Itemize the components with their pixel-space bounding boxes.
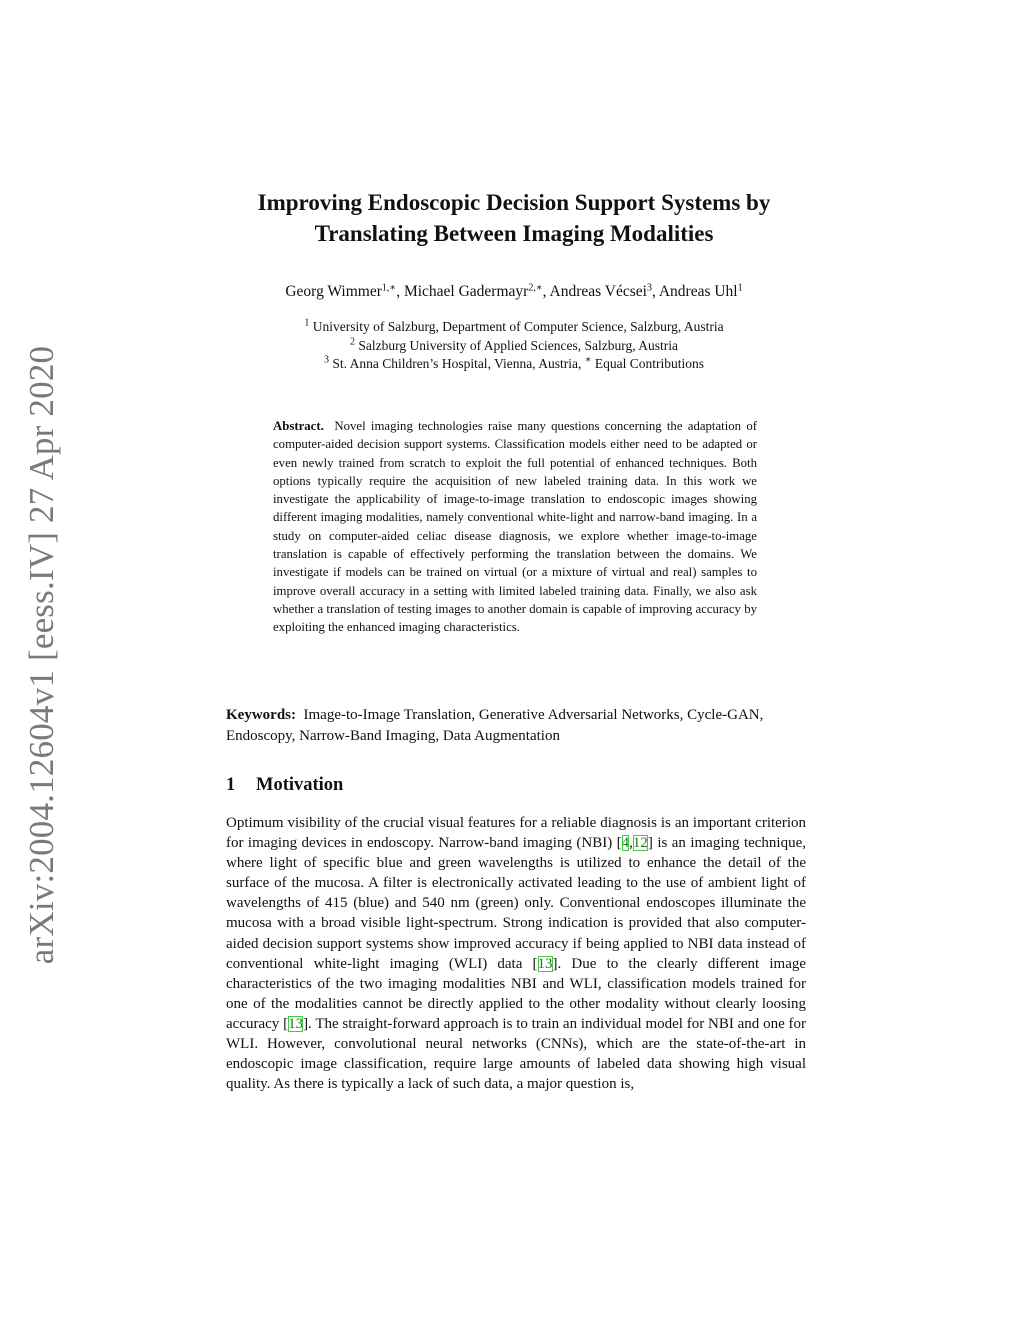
affiliation-number: 2 xyxy=(349,336,355,347)
arxiv-identifier xyxy=(20,345,64,965)
citation-separator: , xyxy=(629,835,633,852)
paper-title xyxy=(212,187,816,249)
affiliation-line xyxy=(212,337,816,356)
author-affiliation-mark: 3 xyxy=(646,282,652,294)
title-line-2: Translating Between Imaging Modalities xyxy=(314,221,714,246)
author-list: Georg Wimmer$^{1,∗}$, Michael Gadermayr$^{2,∗}$, Andreas Vécsei$^3$, Andreas Uhl$^1$ xyxy=(285,282,743,300)
affiliation-line xyxy=(212,318,816,337)
keywords-label: Keywords: xyxy=(226,707,296,723)
body-text-segment: ]. Due to the clearly different image characteristics of the two imaging modalities NBI and WLI, classification models trained for one of the modalities cannot be directly applied to the other modality without clearly loosing accuracy [ xyxy=(226,955,807,1032)
abstract-text: Novel imaging technologies raise many questions concerning the adaptation of computer-aided decision support systems. Classification models either need to be adapted or even newly trained from scratch to exploit the full potential of enhanced techniques. Both options typically require the acquisition of new labeled training data. In this work we investigate the applicability of image-to-image translation to endoscopic images showing different imaging modalities, namely conventional white-light and narrow-band imaging. In a study on computer-aided celiac disease diagnosis, we explore whether image-to-image translation is capable of effectively performing the translation between the domains. We investigate if models can be trained on virtual (or a mixture of virtual and real) samples to improve overall accuracy in a setting with limited labeled training data. Finally, we also ask whether a translation of testing images to another domain is capable of improving accuracy by exploiting the enhanced imaging characteristics. xyxy=(273,419,757,635)
equal-contribution-mark: ∗ xyxy=(584,354,592,366)
affiliation-text: University of Salzburg, Department of Computer Science, Salzburg, Austria xyxy=(312,319,724,334)
abstract xyxy=(273,417,757,637)
author-affiliation-mark: 2,∗ xyxy=(528,282,543,294)
section-heading xyxy=(226,773,343,797)
title-line-1: Improving Endoscopic Decision Support Systems by xyxy=(257,190,771,215)
section-number: 1 xyxy=(226,775,236,795)
affiliation-list xyxy=(212,318,816,374)
author-affiliation-mark: 1 xyxy=(737,282,743,294)
keywords-text: Image-to-Image Translation, Generative Adversarial Networks, Cycle-GAN, Endoscopy, Narrow-Band Imaging, Data Augmentation xyxy=(226,707,764,744)
author-name: Michael Gadermayr xyxy=(403,283,529,300)
affiliation-number: 3 xyxy=(323,354,329,366)
body-text-segment: ]. The straight-forward approach is to train an individual model for NBI and one for WLI. However, convolutional neural networks (CNNs), which are the state-of-the-art in endoscopic image classification, require large amounts of labeled data showing high visual quality. As there is typically a lack of such data, a major question is, xyxy=(226,1015,806,1093)
arxiv-identifier-text: arXiv:2004.12604v1 [eess.IV] 27 Apr 2020 xyxy=(22,345,61,965)
body-text-segment: Optimum visibility of the crucial visual features for a reliable diagnosis is an important criterion for imaging devices in endoscopy. Narrow-band imaging (NBI) [ xyxy=(226,815,806,852)
section-title: Motivation xyxy=(256,775,344,795)
body-text-segment: ] is an imaging technique, where light of specific blue and green wavelengths is utilized to enhance the detail of the surface of the mucosa. A filter is electronically activated leading to the use of ambient light of wavelengths of 415 (blue) and 540 nm (green) only. Conventional endoscopes illuminate the mucosa with a broad visible light-spectrum. Strong indication is provided that also computer-aided decision support systems show improved accuracy if being applied to NBI data instead of conventional white-light imaging (WLI) data [ xyxy=(226,835,806,972)
author-affiliation-mark: 1,∗ xyxy=(381,282,397,294)
affiliation-text: St. Anna Children’s Hospital, Vienna, Austria, xyxy=(332,356,585,371)
author-name: Andreas Uhl xyxy=(658,283,738,300)
body-paragraph xyxy=(226,813,806,1094)
author-name: Andreas Vécsei xyxy=(549,283,647,300)
equal-contribution-text: Equal Contributions xyxy=(591,356,705,371)
affiliation-line xyxy=(212,355,816,374)
affiliation-text: Salzburg University of Applied Sciences, Salzburg, Austria xyxy=(358,337,679,353)
author-name: Georg Wimmer xyxy=(285,283,382,300)
affiliation-number: 1 xyxy=(304,317,310,329)
abstract-label: Abstract. xyxy=(273,419,324,433)
citation-link[interactable]: 13 xyxy=(537,955,553,972)
citation-link[interactable]: 12 xyxy=(632,835,648,852)
citation-link[interactable]: 4 xyxy=(621,835,630,852)
keywords xyxy=(226,705,818,746)
citation-link[interactable]: 13 xyxy=(288,1015,304,1032)
